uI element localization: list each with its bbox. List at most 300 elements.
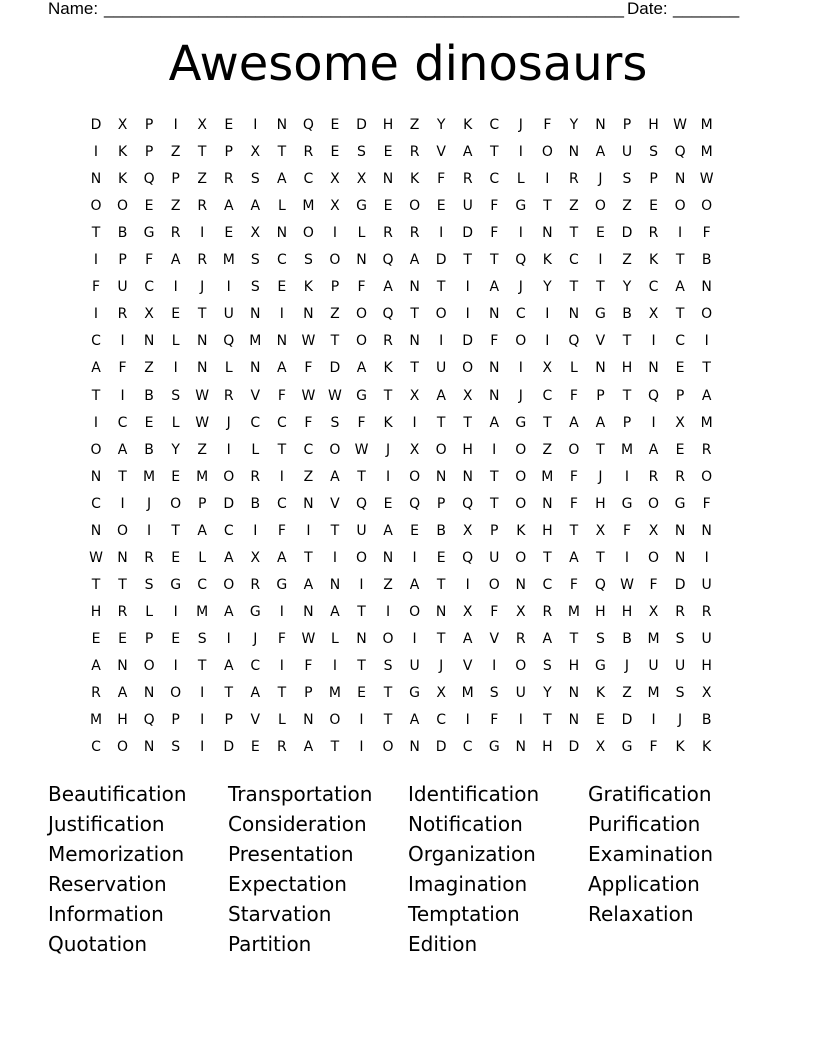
grid-letter: A <box>569 549 579 566</box>
grid-letter: I <box>279 468 284 485</box>
grid-letter: E <box>436 198 446 215</box>
header-line <box>48 0 748 19</box>
grid-letter: F <box>304 658 313 674</box>
grid-letter: N <box>117 658 128 674</box>
grid-letter: Y <box>543 279 552 296</box>
grid-letter: A <box>383 522 393 539</box>
grid-letter: N <box>303 603 314 620</box>
grid-letter: C <box>542 576 553 593</box>
grid-letter: A <box>356 360 367 377</box>
grid-letter: P <box>197 495 207 512</box>
grid-letter: I <box>173 658 178 674</box>
grid-letter: M <box>461 685 474 702</box>
grid-letter: D <box>621 712 633 729</box>
grid-letter: Z <box>197 171 207 188</box>
grid-letter: N <box>276 333 288 350</box>
grid-letter: T <box>91 387 101 404</box>
grid-letter: T <box>675 252 685 269</box>
grid-letter: O <box>329 441 341 458</box>
grid-letter: T <box>702 360 711 377</box>
grid-letter: I <box>279 603 284 620</box>
grid-letter: I <box>120 387 125 404</box>
grid-letter: O <box>329 712 341 729</box>
grid-letter: N <box>143 333 155 350</box>
grid-letter: X <box>356 171 367 188</box>
grid-letter: I <box>359 712 364 729</box>
word-list-item: Presentation <box>228 842 354 866</box>
grid-letter: X <box>250 549 261 566</box>
grid-letter: I <box>492 441 497 458</box>
grid-letter: H <box>621 360 633 377</box>
grid-letter: G <box>170 576 182 593</box>
grid-letter: S <box>357 144 366 161</box>
grid-letter: O <box>568 441 580 458</box>
grid-letter: K <box>117 171 128 188</box>
grid-letter: D <box>568 739 580 756</box>
grid-letter: E <box>675 360 685 377</box>
grid-letter: T <box>463 252 472 269</box>
grid-letter: A <box>117 685 128 702</box>
grid-letter: M <box>700 144 713 161</box>
grid-letter: I <box>704 333 709 350</box>
grid-letter: E <box>224 117 234 133</box>
grid-letter: A <box>409 712 420 729</box>
grid-letter: T <box>436 576 446 593</box>
grid-letter: Z <box>303 468 314 485</box>
grid-letter: I <box>545 306 550 323</box>
grid-letter: R <box>303 144 314 161</box>
page-title: Awesome dinosaurs <box>168 36 648 92</box>
grid-letter: H <box>701 658 712 674</box>
grid-letter: T <box>357 468 366 485</box>
grid-letter: N <box>356 252 367 269</box>
grid-letter: W <box>699 171 714 188</box>
grid-letter: B <box>622 630 632 647</box>
grid-letter: S <box>649 144 658 161</box>
grid-letter: I <box>359 739 364 756</box>
grid-letter: Z <box>409 117 420 133</box>
grid-letter: G <box>621 739 633 756</box>
grid-letter: O <box>382 739 394 756</box>
grid-letter: H <box>117 712 128 729</box>
grid-letter: I <box>279 306 284 323</box>
grid-letter: C <box>250 658 261 674</box>
grid-letter: X <box>250 225 261 242</box>
grid-letter: C <box>542 387 553 404</box>
grid-letter: H <box>595 603 606 620</box>
grid-letter: C <box>489 117 500 133</box>
word-list-item: Gratification <box>588 782 712 806</box>
grid-letter: B <box>436 522 446 539</box>
grid-letter: I <box>465 576 470 593</box>
grid-letter: X <box>542 360 553 377</box>
grid-letter: Q <box>302 117 314 133</box>
grid-letter: T <box>543 198 552 215</box>
grid-letter: W <box>673 117 688 133</box>
grid-letter: P <box>144 144 154 161</box>
grid-letter: O <box>382 630 394 647</box>
grid-letter: Y <box>569 117 579 133</box>
word-list-item: Quotation <box>48 932 148 956</box>
grid-letter: D <box>90 117 102 133</box>
grid-letter: I <box>465 279 470 296</box>
grid-letter: M <box>222 252 235 269</box>
grid-letter: N <box>568 306 580 323</box>
grid-letter: Z <box>622 198 632 215</box>
grid-letter: N <box>515 576 527 593</box>
grid-letter: Q <box>594 576 606 593</box>
grid-letter: I <box>253 522 258 539</box>
grid-letter: H <box>462 441 473 458</box>
grid-letter: M <box>567 603 580 620</box>
grid-letter: M <box>89 712 103 729</box>
grid-letter: E <box>330 117 340 133</box>
grid-letter: G <box>595 658 606 674</box>
grid-letter: X <box>117 117 128 133</box>
grid-letter: E <box>144 198 154 215</box>
grid-letter: N <box>90 468 102 485</box>
grid-letter: O <box>355 333 368 350</box>
grid-letter: O <box>117 198 129 215</box>
grid-letter: I <box>93 144 99 161</box>
grid-letter: E <box>383 198 393 215</box>
grid-letter: N <box>515 739 527 756</box>
grid-letter: L <box>277 198 286 215</box>
grid-letter: Z <box>383 576 393 593</box>
grid-letter: O <box>170 685 182 702</box>
word-list-item: Imagination <box>408 872 528 896</box>
grid-letter: O <box>90 441 102 458</box>
word-list-item: Reservation <box>48 872 167 896</box>
grid-letter: B <box>144 387 154 404</box>
grid-letter: J <box>518 279 523 296</box>
grid-letter: Z <box>622 252 632 269</box>
grid-letter: F <box>569 576 578 593</box>
grid-letter: I <box>306 522 311 539</box>
grid-letter: D <box>621 225 633 242</box>
word-list-item: Edition <box>408 932 478 956</box>
grid-letter: O <box>117 522 129 539</box>
grid-letter: F <box>277 630 286 647</box>
grid-letter: T <box>330 739 340 756</box>
grid-letter: T <box>596 441 605 458</box>
word-list-item: Partition <box>228 932 312 956</box>
grid-letter: D <box>435 252 447 269</box>
grid-letter: F <box>118 360 127 377</box>
grid-letter: X <box>330 198 340 215</box>
grid-letter: N <box>196 333 208 350</box>
grid-letter: X <box>462 387 473 404</box>
grid-letter: E <box>118 630 127 647</box>
grid-letter: T <box>489 495 499 512</box>
grid-letter: N <box>568 685 580 702</box>
grid-letter: J <box>518 117 523 133</box>
grid-letter: R <box>223 171 234 188</box>
grid-letter: K <box>675 739 685 756</box>
grid-letter: W <box>301 387 316 404</box>
grid-letter: I <box>93 306 99 323</box>
grid-letter: E <box>224 225 234 242</box>
grid-letter: F <box>490 225 499 242</box>
grid-letter: K <box>702 739 712 756</box>
grid-letter: R <box>409 225 420 242</box>
grid-letter: A <box>409 576 420 593</box>
word-list-item: Starvation <box>228 902 332 926</box>
grid-letter: N <box>143 739 155 756</box>
grid-letter: I <box>173 603 178 620</box>
grid-letter: H <box>382 117 394 133</box>
grid-letter: E <box>91 630 101 647</box>
grid-letter: A <box>436 387 446 404</box>
grid-letter: S <box>171 387 181 404</box>
grid-letter: O <box>648 495 660 512</box>
grid-letter: T <box>596 549 605 566</box>
date-field-line[interactable]: _______ <box>673 0 740 18</box>
grid-letter: I <box>545 171 550 188</box>
grid-letter: P <box>144 117 154 133</box>
grid-letter: U <box>462 198 473 215</box>
grid-letter: R <box>197 198 208 215</box>
grid-letter: T <box>383 387 393 404</box>
grid-letter: Q <box>515 252 527 269</box>
grid-letter: E <box>144 414 154 431</box>
grid-letter: V <box>436 144 446 161</box>
grid-letter: A <box>223 658 234 674</box>
grid-letter: T <box>569 279 579 296</box>
grid-letter: T <box>410 306 419 323</box>
grid-letter: E <box>171 468 181 485</box>
grid-letter: W <box>195 387 210 404</box>
grid-letter: F <box>357 414 366 431</box>
grid-letter: E <box>171 306 181 323</box>
grid-letter: W <box>328 387 342 404</box>
grid-letter: E <box>277 279 287 296</box>
grid-letter: W <box>195 414 210 431</box>
grid-letter: G <box>409 685 421 702</box>
grid-letter: R <box>648 468 659 485</box>
grid-letter: C <box>197 576 208 593</box>
grid-letter: I <box>412 549 417 566</box>
grid-letter: T <box>330 333 340 350</box>
grid-letter: I <box>704 549 709 566</box>
grid-letter: N <box>595 360 606 377</box>
grid-letter: T <box>622 333 632 350</box>
word-list-item: Purification <box>588 812 701 836</box>
grid-letter: K <box>117 144 128 161</box>
grid-letter: F <box>437 171 446 188</box>
grid-letter: K <box>410 171 420 188</box>
grid-letter: S <box>250 171 260 188</box>
grid-letter: A <box>489 414 500 431</box>
grid-letter: C <box>223 522 234 539</box>
grid-letter: F <box>649 739 658 756</box>
grid-letter: I <box>200 225 205 242</box>
grid-letter: I <box>147 522 152 539</box>
grid-letter: P <box>224 712 233 729</box>
grid-letter: S <box>171 739 181 756</box>
grid-letter: N <box>276 225 288 242</box>
grid-letter: S <box>595 630 605 647</box>
grid-letter: U <box>621 144 633 161</box>
grid-letter: N <box>356 630 367 647</box>
grid-letter: U <box>117 279 128 296</box>
grid-letter: S <box>330 414 340 431</box>
grid-letter: M <box>302 198 315 215</box>
grid-letter: Z <box>622 685 632 702</box>
grid-letter: U <box>356 522 367 539</box>
grid-letter: I <box>173 279 178 296</box>
grid-letter: X <box>436 685 446 702</box>
grid-letter: R <box>648 225 659 242</box>
grid-letter: N <box>648 360 659 377</box>
grid-letter: A <box>675 279 685 296</box>
grid-letter: N <box>674 522 686 539</box>
grid-letter: U <box>223 306 234 323</box>
grid-letter: J <box>439 658 444 674</box>
grid-letter: O <box>701 468 713 485</box>
grid-letter: A <box>330 603 340 620</box>
grid-letter: S <box>675 685 685 702</box>
grid-letter: N <box>250 306 261 323</box>
grid-letter: U <box>409 658 420 674</box>
grid-letter: N <box>489 306 500 323</box>
grid-letter: F <box>304 360 313 377</box>
grid-letter: A <box>462 630 473 647</box>
grid-letter: D <box>356 117 367 133</box>
grid-letter: F <box>277 387 286 404</box>
grid-letter: J <box>598 468 603 485</box>
grid-letter: I <box>651 333 656 350</box>
grid-letter: O <box>223 468 235 485</box>
grid-letter: I <box>439 333 444 350</box>
grid-letter: D <box>329 360 341 377</box>
grid-letter: H <box>568 658 580 674</box>
grid-letter: T <box>596 279 605 296</box>
grid-letter: S <box>250 279 260 296</box>
date-label: Date: <box>627 0 668 18</box>
grid-letter: A <box>223 603 234 620</box>
grid-letter: R <box>542 603 553 620</box>
grid-letter: E <box>383 144 393 161</box>
grid-letter: N <box>196 360 208 377</box>
grid-letter: Q <box>462 495 474 512</box>
grid-letter: P <box>144 630 154 647</box>
grid-letter: K <box>595 685 606 702</box>
grid-letter: E <box>383 495 393 512</box>
grid-letter: N <box>701 522 712 539</box>
grid-letter: A <box>462 144 473 161</box>
grid-letter: J <box>147 495 152 512</box>
grid-letter: U <box>701 630 712 647</box>
grid-letter: L <box>251 441 260 458</box>
grid-letter: H <box>542 739 553 756</box>
grid-letter: X <box>462 603 473 620</box>
grid-letter: X <box>675 414 685 431</box>
grid-letter: X <box>516 603 526 620</box>
grid-letter: I <box>332 549 337 566</box>
grid-letter: X <box>409 387 420 404</box>
grid-letter: I <box>385 603 391 620</box>
grid-letter: F <box>622 522 632 539</box>
grid-letter: S <box>622 171 632 188</box>
word-list-item: Information <box>48 902 164 926</box>
grid-letter: I <box>200 712 205 729</box>
grid-letter: C <box>250 414 261 431</box>
grid-letter: G <box>674 495 686 512</box>
name-field-line[interactable]: _______________________________________________________ <box>104 0 625 18</box>
grid-letter: D <box>462 333 474 350</box>
grid-letter: L <box>357 225 366 242</box>
grid-letter: N <box>303 306 314 323</box>
grid-letter: Q <box>462 549 474 566</box>
grid-letter: I <box>518 225 523 242</box>
grid-letter: X <box>330 171 340 188</box>
grid-letter: Z <box>569 198 579 215</box>
grid-letter: E <box>171 549 181 566</box>
grid-letter: M <box>143 468 156 485</box>
grid-letter: I <box>173 360 178 377</box>
word-list-item: Identification <box>408 782 540 806</box>
grid-letter: X <box>462 522 473 539</box>
grid-letter: K <box>383 414 393 431</box>
grid-letter: S <box>383 658 393 674</box>
grid-letter: T <box>489 252 499 269</box>
grid-letter: A <box>277 171 287 188</box>
grid-letter: A <box>91 360 101 377</box>
grid-letter: N <box>409 279 420 296</box>
grid-letter: C <box>303 441 314 458</box>
grid-letter: N <box>542 495 553 512</box>
word-list-item: Consideration <box>228 812 367 836</box>
grid-letter: I <box>253 117 258 133</box>
grid-letter: P <box>436 495 446 512</box>
grid-letter: L <box>331 630 339 647</box>
grid-letter: Q <box>223 333 235 350</box>
grid-letter: G <box>595 306 606 323</box>
grid-letter: O <box>515 333 527 350</box>
grid-letter: O <box>515 468 527 485</box>
grid-letter: Z <box>330 306 340 323</box>
grid-letter: C <box>675 333 685 350</box>
grid-letter: L <box>569 360 578 377</box>
grid-letter: A <box>223 549 234 566</box>
grid-letter: J <box>385 441 391 458</box>
grid-letter: N <box>435 468 447 485</box>
grid-letter: T <box>330 522 340 539</box>
grid-letter: F <box>304 414 313 431</box>
grid-letter: O <box>409 468 421 485</box>
grid-letter: T <box>383 685 393 702</box>
grid-letter: Q <box>355 495 368 512</box>
grid-letter: J <box>624 658 630 674</box>
grid-letter: O <box>701 198 713 215</box>
grid-letter: I <box>518 144 523 161</box>
grid-letter: I <box>412 630 417 647</box>
grid-letter: T <box>277 685 287 702</box>
grid-letter: Y <box>622 279 632 296</box>
grid-letter: I <box>465 712 470 729</box>
grid-letter: O <box>355 306 368 323</box>
grid-letter: A <box>250 198 261 215</box>
word-list-item: Application <box>588 872 700 896</box>
grid-letter: F <box>702 225 711 242</box>
grid-letter: A <box>303 739 314 756</box>
grid-letter: X <box>197 117 207 133</box>
grid-letter: N <box>90 171 102 188</box>
grid-letter: F <box>357 279 366 296</box>
grid-letter: P <box>171 171 180 188</box>
grid-letter: A <box>303 576 314 593</box>
